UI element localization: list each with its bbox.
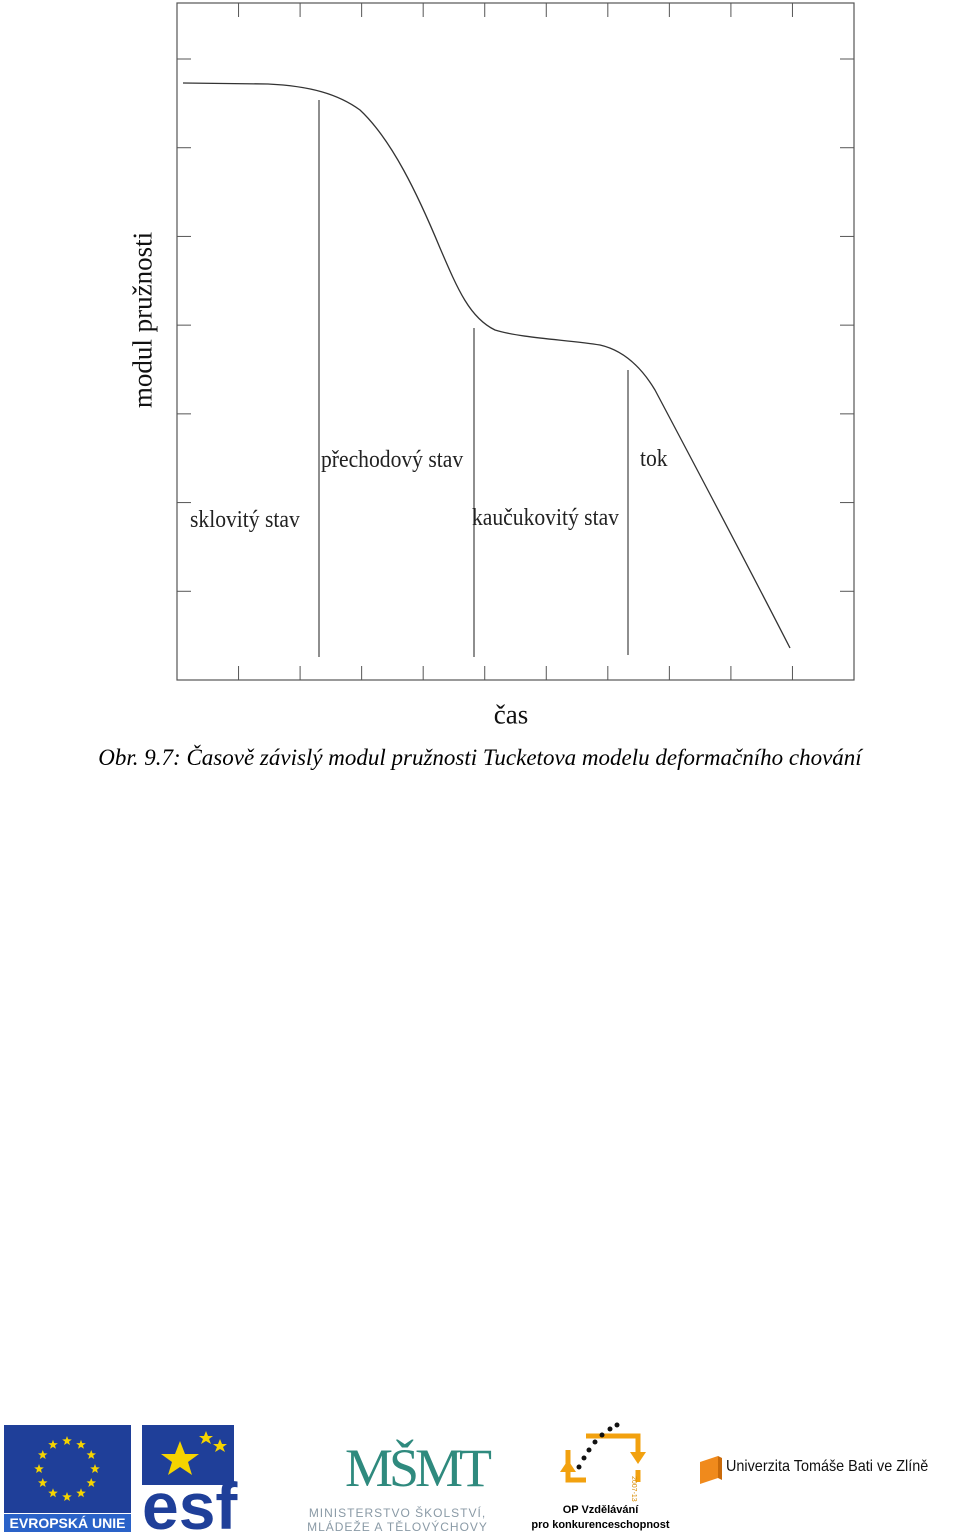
eu-star-icon <box>34 1464 44 1473</box>
plot-ticks <box>177 3 854 680</box>
eu-star-icon <box>62 1492 72 1501</box>
eu-star-icon <box>38 1478 48 1487</box>
region-label-flow: tok <box>640 446 668 472</box>
eu-star-icon <box>48 1488 58 1497</box>
eu-logo-text: EVROPSKÁ UNIE <box>4 1514 131 1532</box>
utb-book-icon <box>700 1456 722 1484</box>
utb-name: Univerzita Tomáše Bati ve Zlíně <box>726 1458 929 1475</box>
logo-bar <box>0 1420 960 1533</box>
eu-star-icon <box>76 1440 86 1449</box>
x-axis-label: čas <box>493 699 529 730</box>
eu-star-icon <box>90 1464 100 1473</box>
y-axis-label: modul pružnosti <box>127 231 158 409</box>
eu-star-icon <box>87 1478 97 1487</box>
region-label-transition: přechodový stav <box>321 447 464 473</box>
region-label-glassy: sklovitý stav <box>190 507 300 533</box>
modulus-curve <box>183 83 790 648</box>
eu-star-icon <box>76 1488 86 1497</box>
region-label-rubbery: kaučukovitý stav <box>472 505 619 531</box>
msmt-line2: MLÁDEŽE A TĚLOVÝCHOVY <box>307 1520 488 1534</box>
op-logo <box>528 1422 673 1533</box>
eu-star-icon <box>48 1440 58 1449</box>
figure-caption: Obr. 9.7: Časově závislý modul pružnosti Tucketova modelu deformačního chování <box>98 745 862 770</box>
esf-logo <box>142 1425 262 1532</box>
modulus-figure <box>0 0 960 740</box>
op-line1: OP Vzdělávání <box>562 1504 639 1516</box>
utb-logo <box>700 1454 960 1486</box>
msmt-logo <box>290 1434 505 1533</box>
eu-star-icon <box>87 1450 97 1459</box>
msmt-mark: MŠMT <box>345 1438 489 1498</box>
eu-star-icon <box>62 1436 72 1445</box>
msmt-line1: MINISTERSTVO ŠKOLSTVÍ, <box>308 1506 487 1520</box>
plot-frame <box>177 3 854 680</box>
op-years: 2007-13 <box>630 1476 637 1502</box>
eu-stars-icon <box>4 1425 131 1513</box>
eu-flag-logo <box>4 1425 131 1513</box>
op-line2: pro konkurenceschopnost <box>531 1519 670 1531</box>
esf-text: esf <box>142 1469 238 1532</box>
eu-star-icon <box>38 1450 48 1459</box>
